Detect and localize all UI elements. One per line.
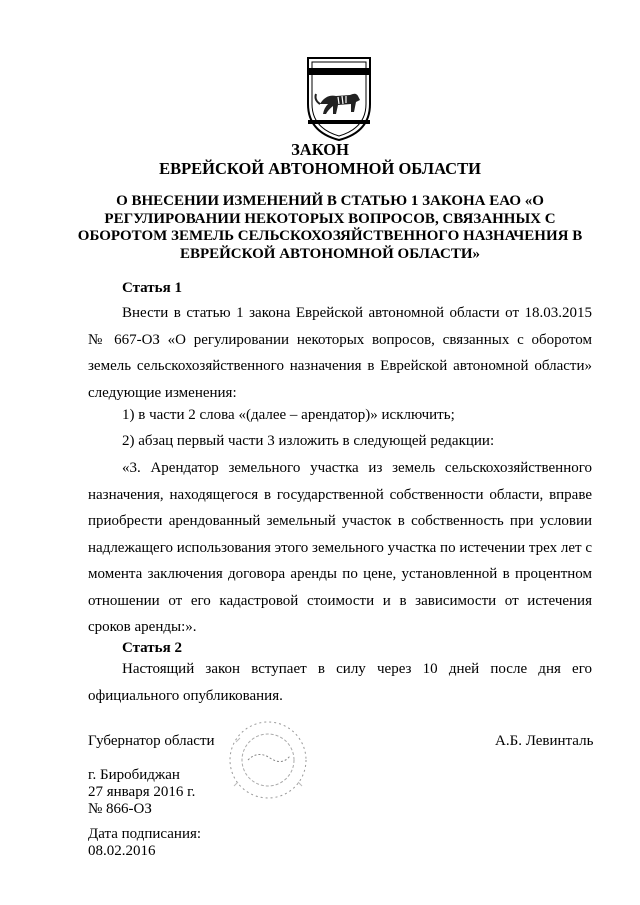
law-number: № 866-ОЗ xyxy=(88,801,152,817)
seal-stamp-icon xyxy=(218,712,318,812)
region-title: ЕВРЕЙСКОЙ АВТОНОМНОЙ ОБЛАСТИ xyxy=(159,159,481,178)
article-1-paragraph-3: 2) абзац первый части 3 изложить в следующей редакции: xyxy=(122,433,495,449)
coat-of-arms-icon xyxy=(302,54,376,142)
article-1-paragraph-2: 1) в части 2 слова «(далее – арендатор)» исключить; xyxy=(122,407,455,423)
signing-label: Дата подписания: xyxy=(88,826,202,842)
place-date: 27 января 2016 г. xyxy=(88,784,196,800)
signing-date: 08.02.2016 xyxy=(88,843,156,859)
place-city: г. Биробиджан xyxy=(88,767,180,783)
place-block xyxy=(88,767,195,818)
article-2-paragraph-1: Настоящий закон вступает в силу через 10 дней после дня его официального опубликования. xyxy=(88,661,592,704)
signatory-name: А.Б. Левинталь xyxy=(495,733,594,749)
article-1-heading: Статья 1 xyxy=(122,280,182,296)
signing-block xyxy=(88,826,201,860)
article-1-paragraph-4: «3. Арендатор земельного участка из земель сельскохозяйственного назначения, находящегося в государственной собственности области, вправе приобрести арендованный земельный участок в собственность при условии надлежащего использования этого земельного участка по истечении трех лет с момента заключения договора аренды по цене, установленной в процентном отношении от его кадастровой стоимости и в зависимости от истечения сроков аренды:». xyxy=(88,460,592,635)
law-subtitle: О ВНЕСЕНИИ ИЗМЕНЕНИЙ В СТАТЬЮ 1 ЗАКОНА ЕАО «О РЕГУЛИРОВАНИИ НЕКОТОРЫХ ВОПРОСОВ, СВЯЗАННЫХ С ОБОРОТОМ ЗЕМЕЛЬ СЕЛЬСКОХОЗЯЙСТВЕННОГО НАЗНАЧЕНИЯ В ЕВРЕЙСКОЙ АВТОНОМНОЙ ОБЛАСТИ» xyxy=(77,193,583,262)
signatory-position: Губернатор области xyxy=(88,733,215,749)
article-2-heading: Статья 2 xyxy=(122,640,182,656)
article-1-paragraph-1: Внести в статью 1 закона Еврейской автономной области от 18.03.2015 № 667-ОЗ «О регулировании некоторых вопросов, связанных с оборотом земель сельскохозяйственного назначения в Еврейской автономной области» следующие изменения: xyxy=(88,305,592,401)
law-title: ЗАКОН xyxy=(291,140,349,159)
